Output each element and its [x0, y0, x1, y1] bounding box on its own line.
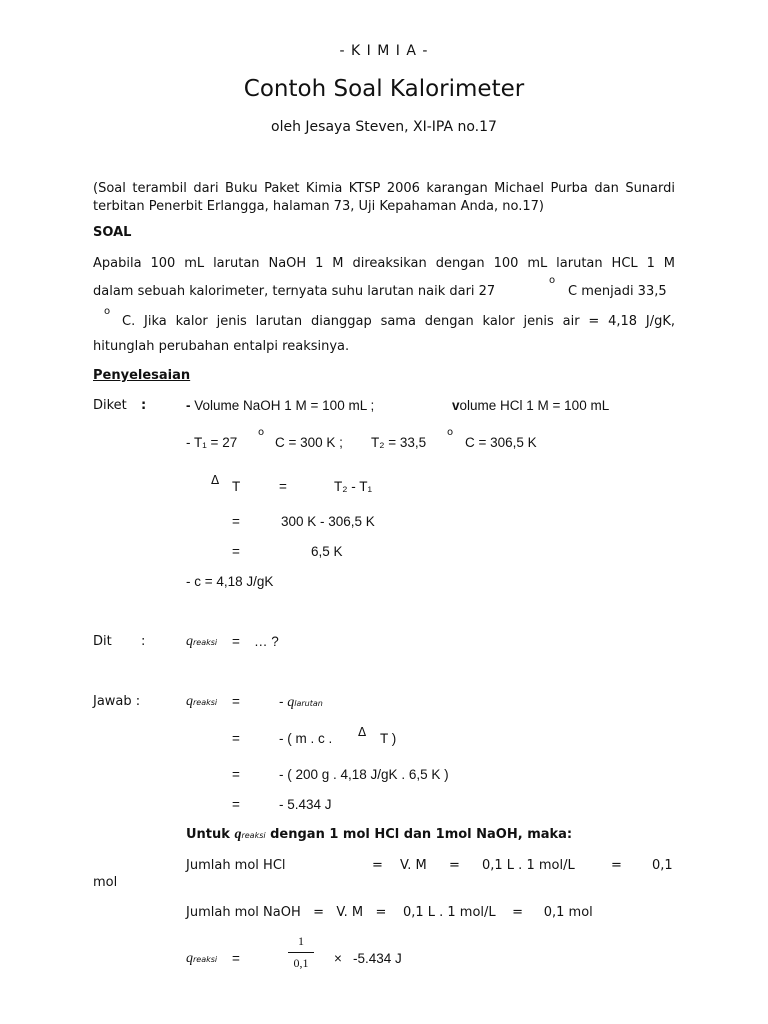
source-line-1: (Soal terambil dari Buku Paket Kimia KTSP 2006 karangan Michael Purba dan Sunardi — [93, 181, 675, 196]
t2-value: T₂ = 33,5 — [371, 435, 427, 450]
jawab3-eq: = — [232, 767, 240, 782]
v-bold: v — [452, 398, 460, 413]
soal-heading: SOAL — [93, 225, 132, 240]
step2-eq: = — [232, 544, 240, 559]
q-subscript: reaksi — [193, 698, 218, 707]
jawab4-value: - 5.434 J — [279, 797, 332, 812]
q-subscript: reaksi — [193, 638, 218, 647]
jawab2-b: T ) — [380, 731, 397, 746]
fraction — [288, 934, 314, 971]
soal-line-2b: C menjadi 33,5 — [568, 284, 667, 299]
diket-label: Diket — [93, 398, 127, 413]
degree-sign: o — [549, 275, 556, 286]
untuk-b: dengan 1 mol HCl dan 1mol NaOH, maka: — [265, 827, 573, 842]
untuk-a: Untuk — [186, 827, 235, 842]
mol-hcl-eq2: = — [449, 858, 460, 873]
jawab3-value: - ( 200 g . 4,18 J/gK . 6,5 K ) — [279, 767, 449, 782]
delta-t-eq: = — [279, 479, 287, 494]
volume-hcl-text: olume HCl 1 M = 100 mL — [459, 398, 610, 413]
source-line-2: terbitan Penerbit Erlangga, halaman 73, Uji Kepahaman Anda, no.17) — [93, 199, 544, 214]
subject-label: - K I M I A - — [339, 43, 429, 59]
q-symbol: q — [186, 634, 193, 649]
dit-rhs: … ? — [254, 634, 279, 649]
q-subscript: reaksi — [193, 955, 218, 964]
t2-unit: C = 306,5 K — [465, 435, 537, 450]
dit-label: Dit — [93, 634, 112, 649]
soal-text-3 — [122, 313, 675, 331]
untuk-line — [186, 826, 572, 845]
q-symbol: q — [186, 951, 193, 966]
fraction-numerator: 1 — [298, 934, 304, 948]
soal-line-4: hitunglah perubahan entalpi reaksinya. — [93, 339, 350, 354]
mol-hcl-eq3: = — [611, 858, 622, 873]
c-value: - c = 4,18 J/gK — [186, 574, 274, 589]
q-subscript: reaksi — [241, 831, 266, 840]
dit-colon: : — [141, 634, 146, 649]
soal-text-1 — [93, 255, 675, 273]
q-symbol: q — [186, 694, 193, 709]
delta-t-rhs: T₂ - T₁ — [334, 479, 373, 494]
diket-volumes — [186, 397, 374, 415]
jawab1-eq: = — [232, 694, 240, 709]
step1-value: 300 K - 306,5 K — [281, 514, 375, 529]
mol-hcl-result: 0,1 — [652, 858, 673, 873]
jawab-label: Jawab : — [93, 694, 141, 709]
diket-colon: : — [141, 398, 147, 413]
jawab1-rhs — [279, 693, 323, 713]
degree-sign: o — [258, 427, 265, 438]
minus-sign: - — [279, 694, 288, 709]
jawab4-eq: = — [232, 797, 240, 812]
solution-heading: Penyelesaian — [93, 368, 191, 383]
fraction-denominator: 0,1 — [293, 956, 309, 970]
q-reaksi — [186, 693, 217, 712]
q-symbol: q — [234, 827, 242, 842]
q-reaksi — [186, 950, 217, 969]
volume-hcl — [452, 397, 609, 415]
step2-value: 6,5 K — [311, 544, 343, 559]
degree-sign: o — [447, 427, 454, 438]
degree-sign: o — [104, 306, 111, 317]
soal-line-1: Apabila 100 mL larutan NaOH 1 M direaksikan dengan 100 mL larutan HCL 1 M — [93, 256, 675, 271]
dash: - — [186, 398, 191, 413]
mol-hcl-wrap: mol — [93, 875, 118, 890]
source-note — [93, 180, 675, 216]
q-symbol: q — [287, 695, 295, 710]
volume-naoh: Volume NaOH 1 M = 100 mL ; — [190, 398, 375, 413]
delta-t-label: T — [232, 479, 241, 494]
times-sign: × — [334, 951, 342, 966]
mol-naoh-line: Jumlah mol NaOH = V. M = 0,1 L . 1 mol/L = 0,1 mol — [186, 905, 593, 920]
fraction-bar — [288, 952, 314, 953]
final-value: -5.434 J — [353, 951, 402, 966]
mol-hcl-label: Jumlah mol HCl — [186, 858, 286, 873]
page-title: Contoh Soal Kalorimeter — [243, 76, 525, 102]
mol-hcl-eq1: = — [372, 858, 383, 873]
jawab2-eq: = — [232, 731, 240, 746]
mol-hcl-vm: V. M — [400, 858, 427, 873]
jawab2-a: - ( m . c . — [279, 731, 333, 746]
dit-eq: = — [232, 634, 240, 649]
final-eq: = — [232, 951, 240, 966]
soal-line-2a: dalam sebuah kalorimeter, ternyata suhu larutan naik dari 27 — [93, 284, 496, 299]
q-subscript: larutan — [294, 699, 323, 708]
soal-line-3: C. Jika kalor jenis larutan dianggap sama dengan kalor jenis air = 4,18 J/gK, — [122, 314, 675, 329]
step1-eq: = — [232, 514, 240, 529]
mol-hcl-calc: 0,1 L . 1 mol/L — [482, 858, 575, 873]
t1-unit: C = 300 K ; — [275, 435, 343, 450]
delta-icon: Δ — [358, 725, 367, 739]
t1-value: - T₁ = 27 — [186, 435, 238, 450]
delta-icon: Δ — [211, 473, 220, 487]
author-line: oleh Jesaya Steven, XI-IPA no.17 — [271, 119, 497, 135]
q-reaksi — [186, 633, 217, 652]
